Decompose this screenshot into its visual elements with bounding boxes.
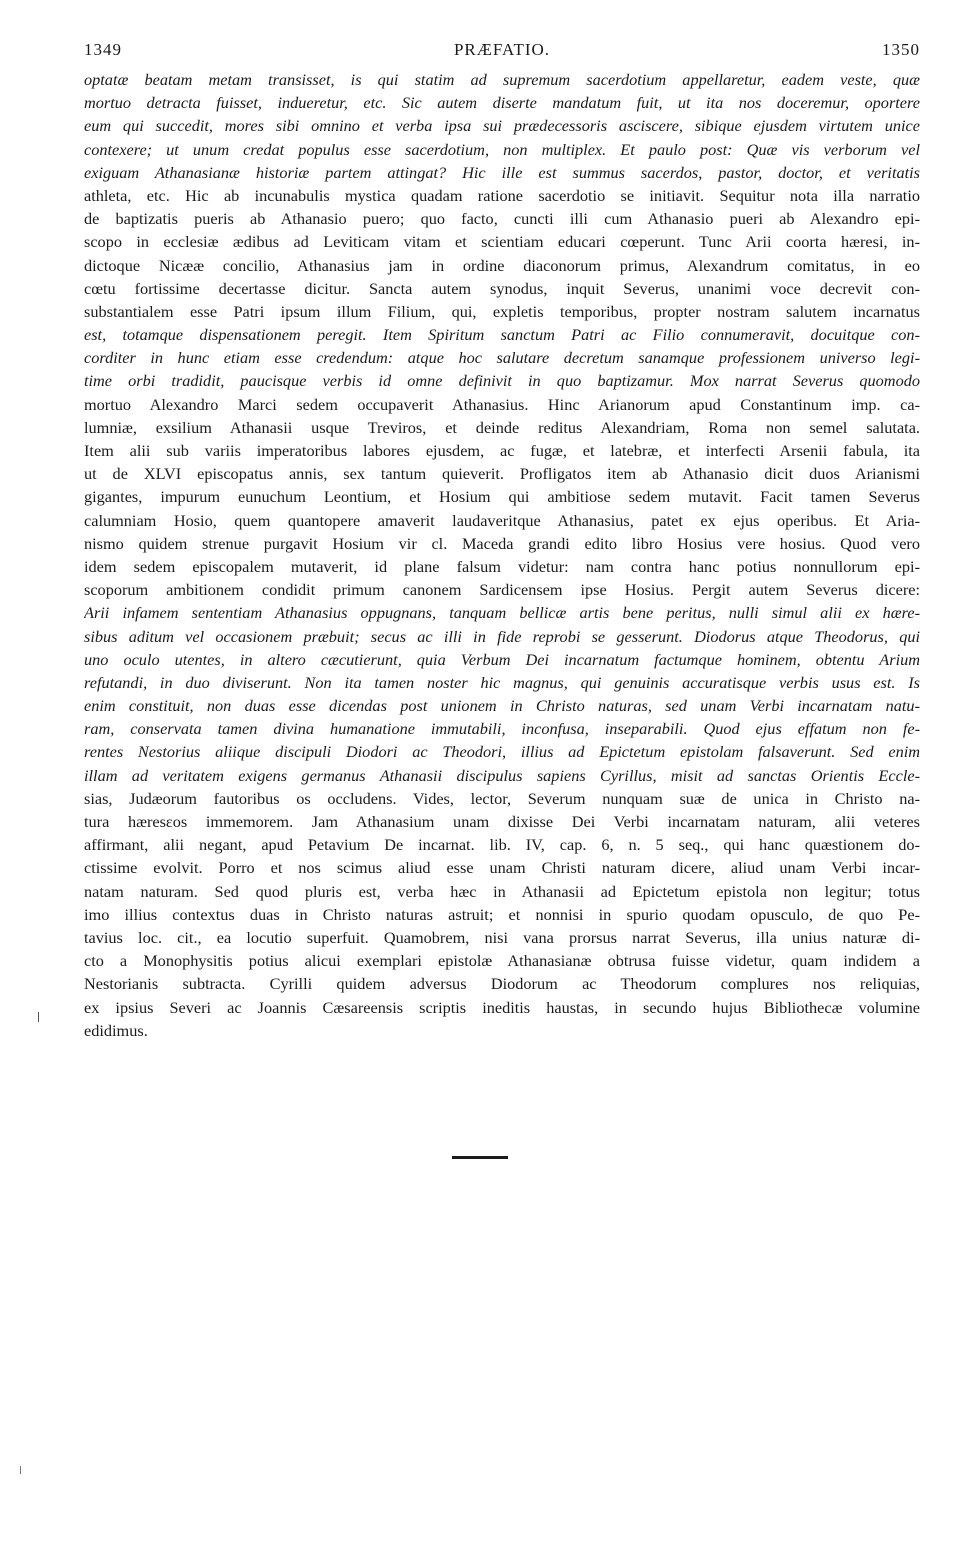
text-line: affirmant, alii negant, apud Petavium De incarnat. lib. IV, cap. 6, n. 5 seq., qui hanc quæstionem do- xyxy=(84,835,920,855)
text-line: ctissime evolvit. Porro et nos scimus aliud esse unam Christi naturam dicere, aliud unam Verbi incar- xyxy=(84,858,920,878)
text-line: ut de XLVI episcopatus annis, sex tantum quieverit. Profligatos item ab Athanasio dicit duos Arianismi xyxy=(84,464,920,484)
page-number-left: 1349 xyxy=(84,40,122,59)
text-line: eum qui succedit, mores sibi omnino et verba ipsa sui prædecessoris asciscere, sibique ejusdem virtutem unice xyxy=(84,116,920,136)
text-line: dictoque Nicææ concilio, Athanasius jam in ordine diaconorum primus, Alexandrum comitatus, in eo xyxy=(84,255,920,275)
body-text xyxy=(84,68,920,1042)
text-line: scoporum ambitionem condidit primum canonem Sardicensem ipse Hosius. Pergit autem Severus dicere: xyxy=(84,580,920,600)
text-line: athleta, etc. Hic ab incunabulis mystica quadam ratione sacerdotio se initiavit. Sequitur nota illa narratio xyxy=(84,185,920,205)
text-line: optatæ beatam metam transisset, is qui statim ad supremum sacerdotium appellaretur, eadem veste, quæ xyxy=(84,70,920,89)
text-line: enim constituit, non duas esse dicendas post unionem in Christo naturas, sed unam Verbi incarnatam natu- xyxy=(84,696,920,716)
text-line: corditer in hunc etiam esse credendum: atque hoc salutare decretum sanamque professionem universo legi- xyxy=(84,348,920,368)
text-line: est, totamque dispensationem peregit. Item Spiritum sanctum Patri ac Filio connumeravit, docuitque con- xyxy=(84,325,920,345)
text-line: refutandi, in duo diviserunt. Non ita tamen noster hic magnus, qui genuinis accuratisque verbis usus est. Is xyxy=(84,672,920,692)
text-line: edidimus. xyxy=(84,1020,148,1040)
text-line: cœtu fortissime decertasse dicitur. Sancta autem synodus, inquit Severus, unanimi voce decrevit con- xyxy=(84,278,920,298)
text-line: de baptizatis pueris ab Athanasio puero; quo facto, cuncti illi cum Athanasio pueri ab Alexandro epi- xyxy=(84,209,920,229)
text-line: natam naturam. Sed quod pluris est, verba hæc in Athanasii ad Epictetum epistola non legitur; totus xyxy=(84,881,920,901)
text-line: sias, Judæorum fautoribus os occludens. Vides, lector, Severum nunquam suæ de unica in Christo na- xyxy=(84,788,920,808)
text-line: mortuo detracta fuisset, indueretur, etc. Sic autem diserte mandatum fuit, ut ita nos doceremur, oportere xyxy=(84,93,920,113)
text-line: Arii infamem sententiam Athanasius oppugnans, tanquam bellicæ artis bene peritus, nulli simul alii ex hære- xyxy=(84,603,920,623)
text-line: time orbi tradidit, paucisque verbis id omne definivit in quo baptizamur. Mox narrat Severus quomodo xyxy=(84,371,920,391)
text-line: Nestorianis subtracta. Cyrilli quidem adversus Diodorum ac Theodorum complures nos reliquias, xyxy=(84,974,920,994)
text-line: tavius loc. cit., ea locutio superfuit. Quamobrem, nisi vana prorsus narrat Severus, illa unius naturæ di- xyxy=(84,927,920,947)
text-line: exiguam Athanasianæ historiæ partem attingat? Hic ille est summus sacerdos, pastor, doctor, et veritatis xyxy=(84,162,920,182)
page-number-right: 1350 xyxy=(882,40,920,59)
running-header xyxy=(84,40,920,62)
text-line: ex ipsius Severi ac Joannis Cæsareensis scriptis ineditis haustas, in secundo hujus Bibliothecæ volumine xyxy=(84,997,920,1017)
text-line: gigantes, impurum eunuchum Leontium, et Hosium qui ambitiose sedem mutavit. Facit tamen Severus xyxy=(84,487,920,507)
margin-speck xyxy=(20,1466,21,1474)
text-line: idem sedem episcopalem mutaverit, id plane falsum videtur: nam contra hanc potius nonnullorum epi- xyxy=(84,556,920,576)
text-line: mortuo Alexandro Marci sedem occupaverit Athanasius. Hinc Arianorum apud Constantinum imp. ca- xyxy=(84,394,920,414)
text-line: sibus aditum vel occasionem præbuit; secus ac illi in fide reprobi se gesserunt. Diodorus atque Theodorus, qui xyxy=(84,626,920,646)
text-line: imo illius contextus duas in Christo naturas astruit; et nonnisi in spurio quodam opusculo, de quo Pe- xyxy=(84,904,920,924)
text-line: scopo in ecclesiæ ædibus ad Leviticam vitam et scientiam educari cœperunt. Tunc Arii coorta hæresi, in- xyxy=(84,232,920,252)
text-line: nismo quidem strenue purgavit Hosium vir cl. Maceda grandi edito libro Hosius vere hosius. Quod vero xyxy=(84,533,920,553)
text-line: cto a Monophysitis potius alicui exemplari epistolæ Athanasianæ obtrusa fuisse videtur, quam indidem a xyxy=(84,951,920,971)
page-title: PRÆFATIO. xyxy=(453,40,551,59)
margin-mark xyxy=(38,1012,39,1022)
text-line: uno oculo utentes, in altero cæcutierunt, quia Verbum Dei incarnatum factumque hominem, obtentu Arium xyxy=(84,649,920,669)
text-line: ram, conservata tamen divina humanatione immutabili, inconfusa, inseparabili. Quod ejus effatum non fe- xyxy=(84,719,920,739)
text-line: Item alii sub variis imperatoribus labores ejusdem, ac fugæ, et latebræ, et interfecti Arsenii fabula, ita xyxy=(84,441,920,460)
end-rule xyxy=(452,1156,508,1159)
text-line: calumniam Hosio, quem quantopere amaverit laudaveritque Athanasius, patet ex ejus operibus. Et Aria- xyxy=(84,510,920,530)
text-line: illam ad veritatem exigens germanus Athanasii discipulus sapiens Cyrillus, misit ad sanctas Orientis Eccle- xyxy=(84,765,920,785)
text-line: tura hæresεos immemorem. Jam Athanasium unam dixisse Dei Verbi incarnatam naturam, alii veteres xyxy=(84,812,920,831)
text-line: contexere; ut unum credat populus esse sacerdotium, non multiplex. Et paulo post: Quæ vis verborum vel xyxy=(84,139,920,159)
text-line: substantialem esse Patri ipsum illum Filium, qui, expletis temporibus, propter nostram salutem incarnatus xyxy=(84,301,920,321)
text-line: rentes Nestorius aliique discipuli Diodori ac Theodori, illius ad Epictetum epistolam falsaverunt. Sed enim xyxy=(84,742,920,762)
text-line: lumniæ, exsilium Athanasii usque Treviros, et deinde reditus Alexandriam, Roma non semel salutata. xyxy=(84,417,920,437)
